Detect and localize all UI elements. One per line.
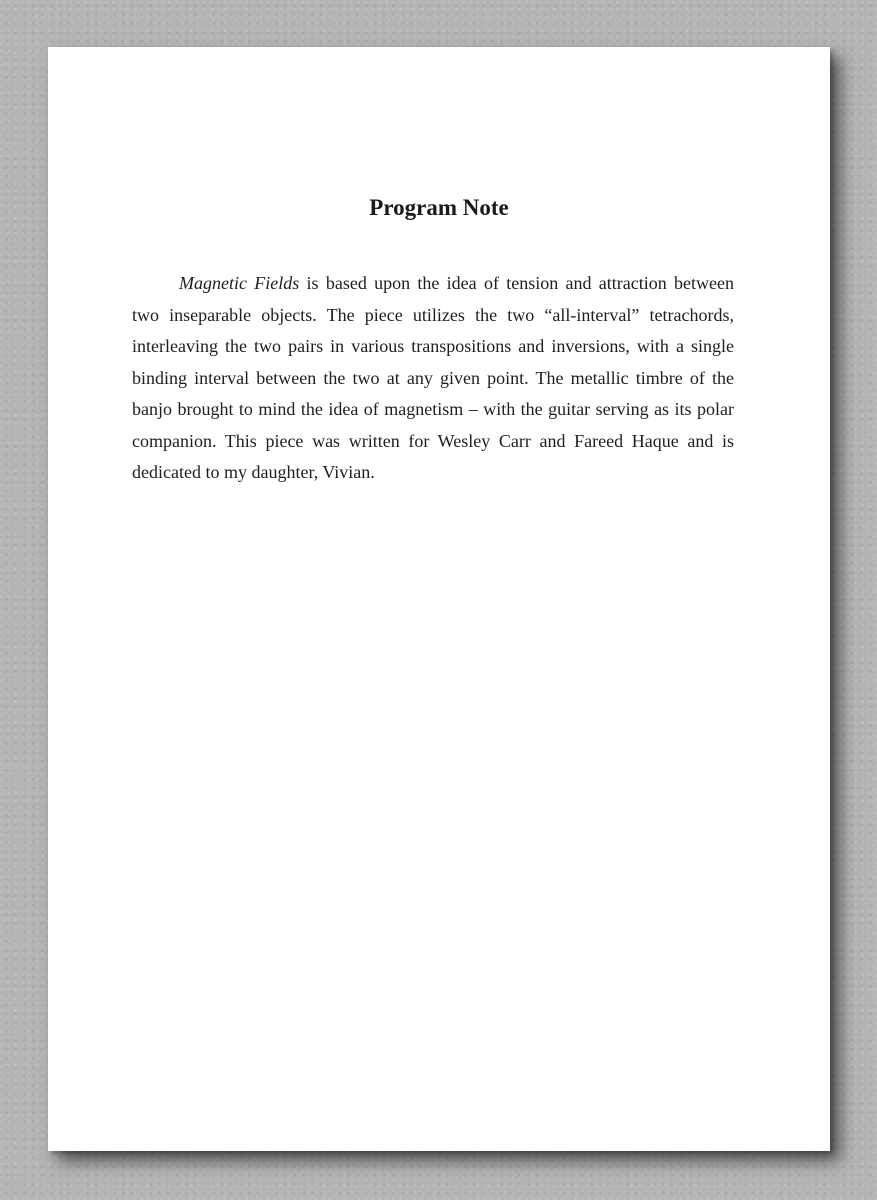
work-title-italic: Magnetic Fields	[179, 273, 300, 293]
program-note-paragraph	[132, 268, 734, 489]
page-title: Program Note	[369, 195, 509, 220]
paragraph-body: is based upon the idea of tension and attraction between two inseparable objects. The piece utilizes the two “all-interval” tetrachords, interleaving the two pairs in various transpositions and inversions, with a single binding interval between the two at any given point. The metallic timbre of the banjo brought to mind the idea of magnetism – with the guitar serving as its polar companion. This piece was written for Wesley Carr and Fareed Haque and is dedicated to my daughter, Vivian.	[132, 273, 735, 482]
document-page	[48, 47, 830, 1151]
